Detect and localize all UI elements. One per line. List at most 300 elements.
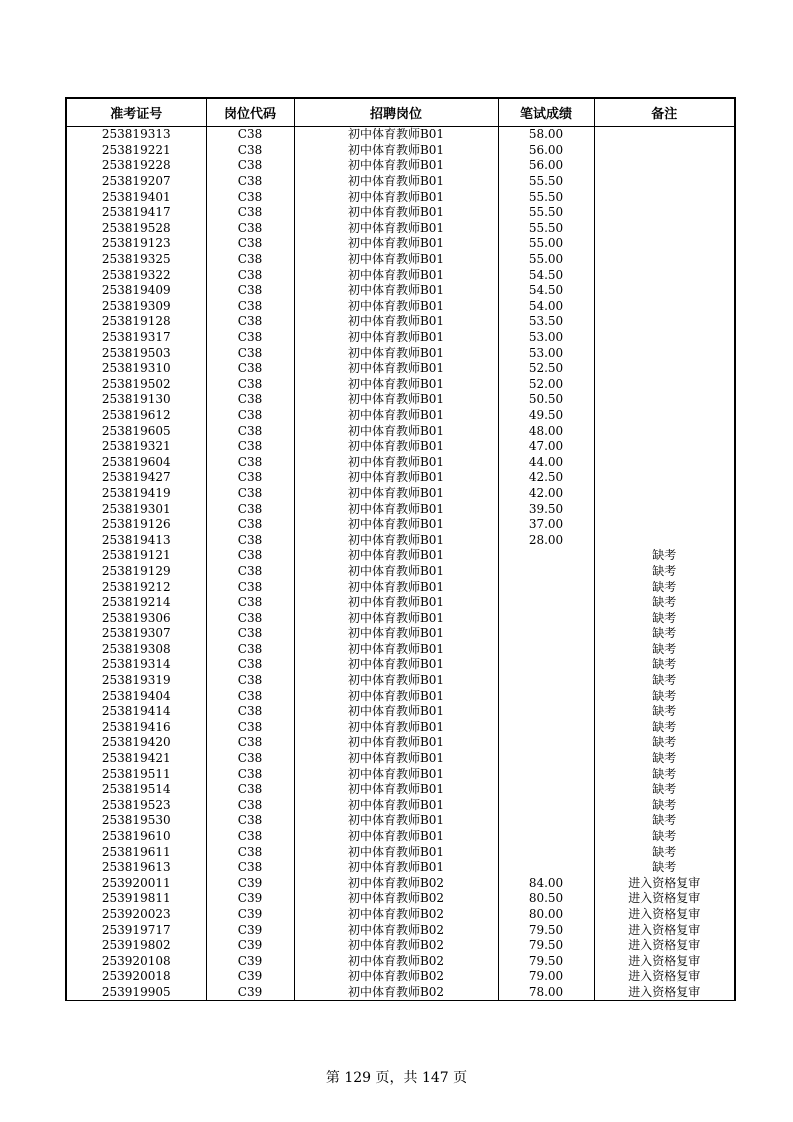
table-row bbox=[66, 548, 735, 564]
post-name-cell: 初中体育教师B01 bbox=[294, 345, 498, 361]
post-name-cell: 初中体育教师B01 bbox=[294, 610, 498, 626]
remark-cell: 缺考 bbox=[594, 735, 735, 751]
post-code-cell: C38 bbox=[206, 205, 294, 221]
post-name-cell: 初中体育教师B02 bbox=[294, 953, 498, 969]
post-name-cell: 初中体育教师B01 bbox=[294, 517, 498, 533]
table-row bbox=[66, 252, 735, 268]
exam-id-cell: 253819420 bbox=[66, 735, 206, 751]
score-cell: 55.50 bbox=[498, 221, 594, 237]
exam-id-cell: 253819221 bbox=[66, 143, 206, 159]
post-code-cell: C38 bbox=[206, 158, 294, 174]
post-code-cell: C38 bbox=[206, 564, 294, 580]
post-name-cell: 初中体育教师B01 bbox=[294, 439, 498, 455]
score-cell: 56.00 bbox=[498, 158, 594, 174]
post-code-cell: C39 bbox=[206, 969, 294, 985]
header-post-name: 招聘岗位 bbox=[294, 98, 498, 127]
remark-cell bbox=[594, 299, 735, 315]
post-name-cell: 初中体育教师B01 bbox=[294, 221, 498, 237]
table-row bbox=[66, 143, 735, 159]
post-name-cell: 初中体育教师B01 bbox=[294, 330, 498, 346]
post-code-cell: C38 bbox=[206, 189, 294, 205]
post-code-cell: C38 bbox=[206, 470, 294, 486]
post-code-cell: C38 bbox=[206, 267, 294, 283]
score-cell: 53.50 bbox=[498, 314, 594, 330]
exam-id-cell: 253819121 bbox=[66, 548, 206, 564]
post-code-cell: C39 bbox=[206, 922, 294, 938]
score-cell bbox=[498, 813, 594, 829]
remark-cell bbox=[594, 408, 735, 424]
score-cell bbox=[498, 579, 594, 595]
post-code-cell: C38 bbox=[206, 252, 294, 268]
exam-id-cell: 253819401 bbox=[66, 189, 206, 205]
remark-cell: 缺考 bbox=[594, 798, 735, 814]
table-row bbox=[66, 766, 735, 782]
post-code-cell: C39 bbox=[206, 876, 294, 892]
score-cell bbox=[498, 829, 594, 845]
remark-cell: 缺考 bbox=[594, 844, 735, 860]
header-remarks: 备注 bbox=[594, 98, 735, 127]
post-code-cell: C38 bbox=[206, 595, 294, 611]
post-name-cell: 初中体育教师B01 bbox=[294, 704, 498, 720]
post-code-cell: C38 bbox=[206, 751, 294, 767]
post-code-cell: C39 bbox=[206, 953, 294, 969]
table-row bbox=[66, 127, 735, 143]
table-row bbox=[66, 860, 735, 876]
exam-id-cell: 253819528 bbox=[66, 221, 206, 237]
remark-cell: 进入资格复审 bbox=[594, 907, 735, 923]
exam-id-cell: 253819317 bbox=[66, 330, 206, 346]
post-name-cell: 初中体育教师B01 bbox=[294, 236, 498, 252]
remark-cell bbox=[594, 143, 735, 159]
exam-id-cell: 253919717 bbox=[66, 922, 206, 938]
score-cell: 79.50 bbox=[498, 938, 594, 954]
post-code-cell: C38 bbox=[206, 844, 294, 860]
score-cell: 55.00 bbox=[498, 252, 594, 268]
exam-id-cell: 253819421 bbox=[66, 751, 206, 767]
remark-cell bbox=[594, 158, 735, 174]
score-cell bbox=[498, 766, 594, 782]
remark-cell bbox=[594, 221, 735, 237]
table-row bbox=[66, 798, 735, 814]
post-code-cell: C38 bbox=[206, 766, 294, 782]
exam-id-cell: 253819314 bbox=[66, 657, 206, 673]
post-code-cell: C38 bbox=[206, 345, 294, 361]
exam-id-cell: 253919905 bbox=[66, 985, 206, 1001]
post-name-cell: 初中体育教师B01 bbox=[294, 564, 498, 580]
post-code-cell: C38 bbox=[206, 720, 294, 736]
remark-cell: 缺考 bbox=[594, 720, 735, 736]
post-code-cell: C38 bbox=[206, 798, 294, 814]
remark-cell bbox=[594, 174, 735, 190]
post-code-cell: C38 bbox=[206, 642, 294, 658]
table-row bbox=[66, 221, 735, 237]
post-code-cell: C38 bbox=[206, 283, 294, 299]
post-name-cell: 初中体育教师B01 bbox=[294, 829, 498, 845]
table-row bbox=[66, 564, 735, 580]
score-cell: 52.50 bbox=[498, 361, 594, 377]
post-code-cell: C38 bbox=[206, 174, 294, 190]
table-row bbox=[66, 844, 735, 860]
post-name-cell: 初中体育教师B01 bbox=[294, 720, 498, 736]
table-row bbox=[66, 704, 735, 720]
exam-id-cell: 253819313 bbox=[66, 127, 206, 143]
post-name-cell: 初中体育教师B01 bbox=[294, 470, 498, 486]
exam-id-cell: 253819414 bbox=[66, 704, 206, 720]
table-row bbox=[66, 345, 735, 361]
header-exam-id: 准考证号 bbox=[66, 98, 206, 127]
remark-cell bbox=[594, 377, 735, 393]
score-cell: 56.00 bbox=[498, 143, 594, 159]
post-name-cell: 初中体育教师B01 bbox=[294, 189, 498, 205]
score-cell: 80.50 bbox=[498, 891, 594, 907]
exam-id-cell: 253919811 bbox=[66, 891, 206, 907]
exam-id-cell: 253819308 bbox=[66, 642, 206, 658]
post-name-cell: 初中体育教师B01 bbox=[294, 283, 498, 299]
table-row bbox=[66, 236, 735, 252]
remark-cell: 缺考 bbox=[594, 657, 735, 673]
exam-id-cell: 253819306 bbox=[66, 610, 206, 626]
post-code-cell: C39 bbox=[206, 938, 294, 954]
post-code-cell: C38 bbox=[206, 501, 294, 517]
score-cell bbox=[498, 610, 594, 626]
post-name-cell: 初中体育教师B02 bbox=[294, 938, 498, 954]
remark-cell bbox=[594, 532, 735, 548]
score-cell bbox=[498, 735, 594, 751]
score-cell: 28.00 bbox=[498, 532, 594, 548]
table-row bbox=[66, 657, 735, 673]
post-name-cell: 初中体育教师B02 bbox=[294, 969, 498, 985]
remark-cell bbox=[594, 267, 735, 283]
remark-cell bbox=[594, 486, 735, 502]
table-row bbox=[66, 267, 735, 283]
exam-id-cell: 253819212 bbox=[66, 579, 206, 595]
remark-cell: 缺考 bbox=[594, 751, 735, 767]
post-code-cell: C38 bbox=[206, 361, 294, 377]
remark-cell bbox=[594, 517, 735, 533]
exam-id-cell: 253819310 bbox=[66, 361, 206, 377]
exam-id-cell: 253819123 bbox=[66, 236, 206, 252]
post-code-cell: C38 bbox=[206, 408, 294, 424]
post-name-cell: 初中体育教师B02 bbox=[294, 891, 498, 907]
remark-cell: 缺考 bbox=[594, 642, 735, 658]
remark-cell bbox=[594, 392, 735, 408]
table-row bbox=[66, 595, 735, 611]
exam-id-cell: 253819611 bbox=[66, 844, 206, 860]
score-cell bbox=[498, 673, 594, 689]
post-code-cell: C39 bbox=[206, 985, 294, 1001]
table-row bbox=[66, 782, 735, 798]
exam-id-cell: 253819325 bbox=[66, 252, 206, 268]
score-cell bbox=[498, 626, 594, 642]
post-name-cell: 初中体育教师B01 bbox=[294, 392, 498, 408]
post-name-cell: 初中体育教师B01 bbox=[294, 299, 498, 315]
remark-cell: 进入资格复审 bbox=[594, 891, 735, 907]
post-name-cell: 初中体育教师B01 bbox=[294, 361, 498, 377]
remark-cell: 进入资格复审 bbox=[594, 922, 735, 938]
remark-cell: 进入资格复审 bbox=[594, 953, 735, 969]
remark-cell: 缺考 bbox=[594, 813, 735, 829]
post-name-cell: 初中体育教师B01 bbox=[294, 735, 498, 751]
table-row bbox=[66, 720, 735, 736]
score-cell bbox=[498, 548, 594, 564]
remark-cell bbox=[594, 501, 735, 517]
post-code-cell: C38 bbox=[206, 735, 294, 751]
post-name-cell: 初中体育教师B01 bbox=[294, 377, 498, 393]
remark-cell bbox=[594, 189, 735, 205]
score-cell bbox=[498, 688, 594, 704]
remark-cell bbox=[594, 205, 735, 221]
remark-cell: 缺考 bbox=[594, 688, 735, 704]
post-name-cell: 初中体育教师B01 bbox=[294, 673, 498, 689]
exam-id-cell: 253819511 bbox=[66, 766, 206, 782]
score-cell bbox=[498, 844, 594, 860]
table-row bbox=[66, 626, 735, 642]
table-row bbox=[66, 330, 735, 346]
post-code-cell: C38 bbox=[206, 548, 294, 564]
score-cell: 79.50 bbox=[498, 953, 594, 969]
table-header-row bbox=[66, 98, 735, 127]
remark-cell: 缺考 bbox=[594, 579, 735, 595]
exam-id-cell: 253819409 bbox=[66, 283, 206, 299]
score-cell: 48.00 bbox=[498, 423, 594, 439]
exam-id-cell: 253920023 bbox=[66, 907, 206, 923]
exam-id-cell: 253819612 bbox=[66, 408, 206, 424]
post-name-cell: 初中体育教师B01 bbox=[294, 579, 498, 595]
post-code-cell: C38 bbox=[206, 314, 294, 330]
post-code-cell: C38 bbox=[206, 127, 294, 143]
table-row bbox=[66, 938, 735, 954]
exam-id-cell: 253919802 bbox=[66, 938, 206, 954]
post-name-cell: 初中体育教师B01 bbox=[294, 174, 498, 190]
table-row bbox=[66, 673, 735, 689]
post-name-cell: 初中体育教师B01 bbox=[294, 782, 498, 798]
post-name-cell: 初中体育教师B01 bbox=[294, 423, 498, 439]
post-name-cell: 初中体育教师B01 bbox=[294, 657, 498, 673]
exam-id-cell: 253819604 bbox=[66, 454, 206, 470]
remark-cell bbox=[594, 330, 735, 346]
post-code-cell: C38 bbox=[206, 439, 294, 455]
post-name-cell: 初中体育教师B01 bbox=[294, 486, 498, 502]
exam-id-cell: 253819228 bbox=[66, 158, 206, 174]
table-row bbox=[66, 610, 735, 626]
remark-cell: 进入资格复审 bbox=[594, 876, 735, 892]
table-row bbox=[66, 470, 735, 486]
post-name-cell: 初中体育教师B01 bbox=[294, 626, 498, 642]
exam-id-cell: 253819419 bbox=[66, 486, 206, 502]
score-cell: 49.50 bbox=[498, 408, 594, 424]
score-cell: 58.00 bbox=[498, 127, 594, 143]
remark-cell bbox=[594, 314, 735, 330]
exam-id-cell: 253819502 bbox=[66, 377, 206, 393]
score-cell: 55.50 bbox=[498, 189, 594, 205]
remark-cell: 缺考 bbox=[594, 704, 735, 720]
post-code-cell: C38 bbox=[206, 517, 294, 533]
post-name-cell: 初中体育教师B01 bbox=[294, 751, 498, 767]
post-code-cell: C38 bbox=[206, 143, 294, 159]
table-row bbox=[66, 158, 735, 174]
table-row bbox=[66, 439, 735, 455]
score-cell: 84.00 bbox=[498, 876, 594, 892]
post-name-cell: 初中体育教师B01 bbox=[294, 813, 498, 829]
table-row bbox=[66, 829, 735, 845]
table-row bbox=[66, 907, 735, 923]
score-cell: 78.00 bbox=[498, 985, 594, 1001]
table-row bbox=[66, 688, 735, 704]
post-code-cell: C38 bbox=[206, 532, 294, 548]
table-row bbox=[66, 174, 735, 190]
remark-cell: 进入资格复审 bbox=[594, 985, 735, 1001]
exam-id-cell: 253819514 bbox=[66, 782, 206, 798]
exam-id-cell: 253819321 bbox=[66, 439, 206, 455]
post-name-cell: 初中体育教师B01 bbox=[294, 127, 498, 143]
exam-id-cell: 253819129 bbox=[66, 564, 206, 580]
table-row bbox=[66, 642, 735, 658]
page-footer: 第 129 页，共 147 页 bbox=[325, 1070, 468, 1086]
table-row bbox=[66, 283, 735, 299]
post-code-cell: C38 bbox=[206, 299, 294, 315]
remark-cell bbox=[594, 252, 735, 268]
exam-id-cell: 253819214 bbox=[66, 595, 206, 611]
score-cell bbox=[498, 798, 594, 814]
post-name-cell: 初中体育教师B01 bbox=[294, 454, 498, 470]
table-row bbox=[66, 205, 735, 221]
score-cell bbox=[498, 595, 594, 611]
score-cell bbox=[498, 860, 594, 876]
score-table bbox=[65, 97, 736, 1001]
post-code-cell: C38 bbox=[206, 610, 294, 626]
post-name-cell: 初中体育教师B01 bbox=[294, 143, 498, 159]
post-code-cell: C38 bbox=[206, 330, 294, 346]
table-row bbox=[66, 953, 735, 969]
remark-cell: 缺考 bbox=[594, 829, 735, 845]
post-name-cell: 初中体育教师B01 bbox=[294, 205, 498, 221]
remark-cell: 缺考 bbox=[594, 626, 735, 642]
post-code-cell: C38 bbox=[206, 236, 294, 252]
remark-cell: 进入资格复审 bbox=[594, 938, 735, 954]
table-row bbox=[66, 891, 735, 907]
post-code-cell: C38 bbox=[206, 454, 294, 470]
table-row bbox=[66, 314, 735, 330]
score-cell: 50.50 bbox=[498, 392, 594, 408]
post-name-cell: 初中体育教师B01 bbox=[294, 501, 498, 517]
header-post-code: 岗位代码 bbox=[206, 98, 294, 127]
exam-id-cell: 253819126 bbox=[66, 517, 206, 533]
table-row bbox=[66, 985, 735, 1001]
table-row bbox=[66, 377, 735, 393]
header-written-score: 笔试成绩 bbox=[498, 98, 594, 127]
score-cell: 55.50 bbox=[498, 174, 594, 190]
post-code-cell: C38 bbox=[206, 423, 294, 439]
score-cell: 42.00 bbox=[498, 486, 594, 502]
table-row bbox=[66, 579, 735, 595]
score-cell: 47.00 bbox=[498, 439, 594, 455]
score-cell: 53.00 bbox=[498, 330, 594, 346]
exam-id-cell: 253819207 bbox=[66, 174, 206, 190]
exam-id-cell: 253920011 bbox=[66, 876, 206, 892]
score-cell: 39.50 bbox=[498, 501, 594, 517]
post-name-cell: 初中体育教师B01 bbox=[294, 688, 498, 704]
post-code-cell: C39 bbox=[206, 891, 294, 907]
post-name-cell: 初中体育教师B01 bbox=[294, 844, 498, 860]
exam-id-cell: 253819404 bbox=[66, 688, 206, 704]
score-cell: 37.00 bbox=[498, 517, 594, 533]
post-name-cell: 初中体育教师B01 bbox=[294, 642, 498, 658]
exam-id-cell: 253819503 bbox=[66, 345, 206, 361]
post-code-cell: C38 bbox=[206, 813, 294, 829]
remark-cell: 缺考 bbox=[594, 610, 735, 626]
table-row bbox=[66, 735, 735, 751]
table-row bbox=[66, 408, 735, 424]
post-name-cell: 初中体育教师B02 bbox=[294, 985, 498, 1001]
post-code-cell: C38 bbox=[206, 626, 294, 642]
score-cell: 55.50 bbox=[498, 205, 594, 221]
table-row bbox=[66, 392, 735, 408]
table-row bbox=[66, 189, 735, 205]
table-row bbox=[66, 532, 735, 548]
exam-id-cell: 253819427 bbox=[66, 470, 206, 486]
post-name-cell: 初中体育教师B01 bbox=[294, 408, 498, 424]
exam-id-cell: 253819309 bbox=[66, 299, 206, 315]
table-row bbox=[66, 501, 735, 517]
table-row bbox=[66, 299, 735, 315]
score-cell: 52.00 bbox=[498, 377, 594, 393]
post-name-cell: 初中体育教师B01 bbox=[294, 158, 498, 174]
score-cell bbox=[498, 657, 594, 673]
exam-id-cell: 253819301 bbox=[66, 501, 206, 517]
remark-cell: 进入资格复审 bbox=[594, 969, 735, 985]
remark-cell bbox=[594, 236, 735, 252]
post-name-cell: 初中体育教师B01 bbox=[294, 860, 498, 876]
remark-cell: 缺考 bbox=[594, 673, 735, 689]
table-row bbox=[66, 813, 735, 829]
exam-id-cell: 253819610 bbox=[66, 829, 206, 845]
post-name-cell: 初中体育教师B01 bbox=[294, 548, 498, 564]
score-cell: 53.00 bbox=[498, 345, 594, 361]
exam-id-cell: 253819417 bbox=[66, 205, 206, 221]
post-code-cell: C38 bbox=[206, 377, 294, 393]
post-code-cell: C38 bbox=[206, 486, 294, 502]
exam-id-cell: 253920018 bbox=[66, 969, 206, 985]
score-cell: 42.50 bbox=[498, 470, 594, 486]
score-cell bbox=[498, 564, 594, 580]
post-name-cell: 初中体育教师B01 bbox=[294, 252, 498, 268]
score-cell: 54.50 bbox=[498, 267, 594, 283]
exam-id-cell: 253819613 bbox=[66, 860, 206, 876]
post-code-cell: C38 bbox=[206, 688, 294, 704]
score-cell: 54.00 bbox=[498, 299, 594, 315]
table-row bbox=[66, 922, 735, 938]
remark-cell: 缺考 bbox=[594, 564, 735, 580]
post-code-cell: C38 bbox=[206, 860, 294, 876]
post-name-cell: 初中体育教师B01 bbox=[294, 798, 498, 814]
post-name-cell: 初中体育教师B01 bbox=[294, 766, 498, 782]
table-row bbox=[66, 876, 735, 892]
post-name-cell: 初中体育教师B01 bbox=[294, 532, 498, 548]
remark-cell: 缺考 bbox=[594, 766, 735, 782]
exam-id-cell: 253819530 bbox=[66, 813, 206, 829]
remark-cell bbox=[594, 470, 735, 486]
post-name-cell: 初中体育教师B02 bbox=[294, 907, 498, 923]
post-code-cell: C38 bbox=[206, 673, 294, 689]
score-cell: 44.00 bbox=[498, 454, 594, 470]
score-cell: 55.00 bbox=[498, 236, 594, 252]
exam-id-cell: 253819605 bbox=[66, 423, 206, 439]
remark-cell bbox=[594, 345, 735, 361]
remark-cell bbox=[594, 361, 735, 377]
exam-id-cell: 253819307 bbox=[66, 626, 206, 642]
exam-id-cell: 253819416 bbox=[66, 720, 206, 736]
exam-id-cell: 253819319 bbox=[66, 673, 206, 689]
